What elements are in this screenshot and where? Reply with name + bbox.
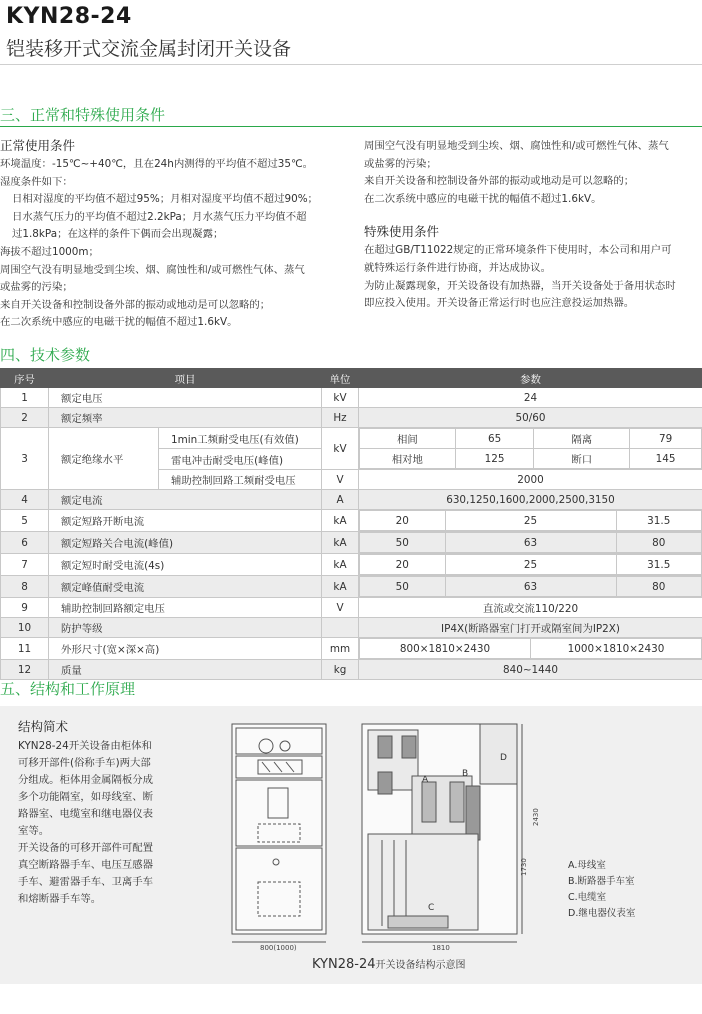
front-view (232, 724, 326, 942)
compartment-label-a: A (422, 775, 429, 785)
structure-line: 路器室、电缆室和继电器仪表 (18, 808, 154, 820)
spec-table (0, 368, 702, 680)
row-unit (322, 618, 359, 638)
row-value: 20 (360, 511, 446, 531)
page-subtitle: 铠装移开式交流金属封闭开关设备 (6, 38, 292, 60)
row-value: 24 (359, 388, 702, 408)
height-lower-label: 1730 (520, 858, 528, 876)
row-item: 质量 (49, 660, 322, 680)
caption-text: 开关设备结构示意图 (375, 960, 466, 971)
structure-line: 和熔断器手车等。 (18, 893, 102, 905)
structure-line: 开关设备的可移开部件可配置 (18, 842, 154, 854)
section-3-divider (0, 126, 702, 127)
row-value: 1000×1810×2430 (531, 639, 702, 659)
row-value: 80 (616, 533, 702, 553)
row-item: 防护等级 (49, 618, 322, 638)
page-title: KYN28-24 (6, 4, 132, 29)
row-unit: V (322, 598, 359, 618)
structure-line: 手车、避雷器手车、卫离手车 (18, 876, 154, 888)
row-unit: kg (322, 660, 359, 680)
switchgear-structure-diagram (222, 716, 697, 974)
table-row (1, 408, 702, 428)
condition-line: 在超过GB/T11022规定的正常环境条件下使用时，本公司和用户可 (364, 244, 672, 257)
section-3-left-column (0, 136, 350, 332)
section-5-heading: 五、结构和工作原理 (0, 680, 136, 698)
row-item: 额定频率 (49, 408, 322, 428)
diagram-caption (312, 956, 466, 972)
row-no: 11 (1, 638, 49, 660)
row-unit: mm (322, 638, 359, 660)
row-item: 额定短路开断电流 (49, 510, 322, 532)
structure-line: 真空断路器手车、电压互感器 (18, 859, 154, 871)
condition-line: 周围空气没有明显地受到尘埃、烟、腐蚀性和/或可燃性气体、蒸气 (364, 140, 669, 152)
row-item: 额定短时耐受电流(4s) (49, 554, 322, 576)
condition-line: 湿度条件如下： (0, 175, 73, 188)
compartment-label-b: B (462, 769, 469, 779)
header-divider (0, 64, 702, 65)
row-no: 10 (1, 618, 49, 638)
legend-item: B.断路器手车室 (568, 876, 635, 887)
row-no: 8 (1, 576, 49, 598)
structure-title: 结构简术 (18, 719, 69, 734)
condition-line: 就特殊运行条件进行协商，并达成协议。 (364, 261, 552, 274)
side-view (362, 724, 522, 942)
row-no: 2 (1, 408, 49, 428)
condition-line: 日水蒸气压力的平均值不超过2.2kPa；月水蒸气压力平均值不超 (12, 210, 307, 223)
row-value: 50 (360, 533, 446, 553)
row-value: 20 (360, 555, 446, 575)
condition-line: 即应投入使用。开关设备正常运行时也应注意投运加热器。 (364, 297, 635, 310)
row-unit: V (322, 470, 359, 490)
row-unit: kA (322, 510, 359, 532)
condition-line: 或盐雾的污染； (364, 157, 437, 170)
row-item: 额定峰值耐受电流 (49, 576, 322, 598)
section-4-heading: 四、技术参数 (0, 346, 91, 364)
insulation-value: 65 (455, 429, 534, 449)
row-values (359, 638, 702, 660)
row-unit: kA (322, 576, 359, 598)
row-values (359, 510, 702, 532)
insulation-label: 相对地 (360, 449, 456, 469)
compartment-label-c: C (428, 903, 435, 913)
legend-item: D.继电器仪表室 (568, 908, 636, 919)
row-value: 2000 (359, 470, 702, 490)
section-3-heading: 三、正常和特殊使用条件 (0, 106, 166, 124)
row-subitem: 1min工频耐受电压(有效值) (159, 428, 322, 449)
insulation-value: 145 (630, 449, 702, 469)
caption-model: KYN28-24 (312, 957, 376, 972)
diagram-legend (568, 858, 635, 922)
condition-line: 日相对湿度的平均值不超过95%；月相对湿度平均值不超过90%； (12, 193, 318, 206)
insulation-value: 79 (630, 429, 702, 449)
compartment-label-d: D (500, 753, 507, 763)
table-header-row (1, 369, 702, 388)
row-values (359, 554, 702, 576)
row-value: 50 (360, 577, 446, 597)
structure-line: 多个功能隔室，如母线室、断 (18, 791, 154, 803)
condition-line: 在二次系统中感应的电磁干扰的幅值不超过1.6kV。 (364, 192, 602, 205)
row-value: 31.5 (616, 511, 702, 531)
insulation-label: 断口 (534, 449, 630, 469)
condition-line: 在二次系统中感应的电磁干扰的幅值不超过1.6kV。 (0, 316, 238, 329)
legend-item: A.母线室 (568, 860, 606, 871)
row-value: 直流或交流110/220 (359, 598, 702, 618)
legend-item: C.电缆室 (568, 892, 607, 903)
row-no: 9 (1, 598, 49, 618)
table-row (1, 388, 702, 408)
condition-line: 周围空气没有明显地受到尘埃、烟、腐蚀性和/或可燃性气体、蒸气 (0, 263, 305, 276)
row-unit: kA (322, 554, 359, 576)
row-unit: kV (322, 388, 359, 408)
table-row (1, 576, 702, 598)
height-total-label: 2430 (532, 808, 540, 826)
special-conditions-title: 特殊使用条件 (364, 224, 440, 240)
row-value: 31.5 (616, 555, 702, 575)
row-subitem: 辅助控制回路工频耐受电压 (159, 470, 322, 490)
row-item: 辅助控制回路额定电压 (49, 598, 322, 618)
condition-line: 海拔不超过1000m； (0, 245, 99, 258)
row-value: 630,1250,1600,2000,2500,3150 (359, 490, 702, 510)
row-value: 840~1440 (359, 660, 702, 680)
table-row (1, 660, 702, 680)
condition-line: 为防止凝露现象，开关设备设有加热器，当开关设备处于备用状态时 (364, 279, 676, 292)
row-unit: kA (322, 532, 359, 554)
row-unit: kV (322, 428, 359, 470)
table-row (1, 532, 702, 554)
col-header-unit: 单位 (322, 369, 359, 388)
structure-description (18, 716, 178, 908)
col-header-param: 参数 (359, 369, 702, 388)
row-no: 5 (1, 510, 49, 532)
condition-line: 环境温度：-15℃~+40℃，且在24h内测得的平均值不超过35℃。 (0, 158, 314, 170)
depth-label: 1810 (432, 944, 450, 952)
col-header-no: 序号 (1, 369, 49, 388)
row-value: 63 (445, 577, 616, 597)
row-no: 12 (1, 660, 49, 680)
condition-line: 来自开关设备和控制设备外部的振动或地动是可以忽略的； (364, 175, 635, 188)
front-width-label: 800(1000) (260, 944, 297, 952)
row-no: 6 (1, 532, 49, 554)
table-row (1, 428, 702, 449)
section-3-right-column (364, 138, 700, 313)
normal-conditions-title: 正常使用条件 (0, 138, 76, 153)
table-row (1, 490, 702, 510)
row-no: 1 (1, 388, 49, 408)
col-header-item: 项目 (49, 369, 322, 388)
row-value: 80 (616, 577, 702, 597)
table-row (1, 598, 702, 618)
structure-line: 可移开部件(俗称手车)两大部 (18, 757, 151, 769)
structure-line: 分组成。柜体用金属隔板分成 (18, 774, 154, 786)
table-row (1, 510, 702, 532)
row-unit: Hz (322, 408, 359, 428)
row-values (359, 532, 702, 554)
row-unit: A (322, 490, 359, 510)
row-item: 额定电压 (49, 388, 322, 408)
condition-line: 来自开关设备和控制设备外部的振动或地动是可以忽略的； (0, 298, 271, 311)
row-subitem: 雷电冲击耐受电压(峰值) (159, 449, 322, 470)
condition-line: 过1.8kPa；在这样的条件下偶而会出现凝露； (12, 228, 224, 241)
row-item: 外形尺寸(宽×深×高) (49, 638, 322, 660)
row-no: 3 (1, 428, 49, 490)
insulation-label: 相间 (360, 429, 456, 449)
row-value: 25 (445, 555, 616, 575)
table-row (1, 554, 702, 576)
row-value: IP4X(断路器室门打开或隔室间为IP2X) (359, 618, 702, 638)
row-value: 25 (445, 511, 616, 531)
row-item: 额定短路关合电流(峰值) (49, 532, 322, 554)
insulation-values (359, 428, 702, 470)
insulation-value: 125 (455, 449, 534, 469)
row-item: 额定电流 (49, 490, 322, 510)
table-row (1, 638, 702, 660)
row-item: 额定绝缘水平 (49, 428, 159, 490)
row-value: 63 (445, 533, 616, 553)
row-values (359, 576, 702, 598)
row-no: 7 (1, 554, 49, 576)
row-value: 800×1810×2430 (360, 639, 531, 659)
row-value: 50/60 (359, 408, 702, 428)
insulation-label: 隔离 (534, 429, 630, 449)
structure-line: KYN28-24开关设备由柜体和 (18, 740, 152, 752)
condition-line: 或盐雾的污染； (0, 281, 73, 294)
row-no: 4 (1, 490, 49, 510)
table-row (1, 618, 702, 638)
structure-line: 室等。 (18, 825, 50, 837)
